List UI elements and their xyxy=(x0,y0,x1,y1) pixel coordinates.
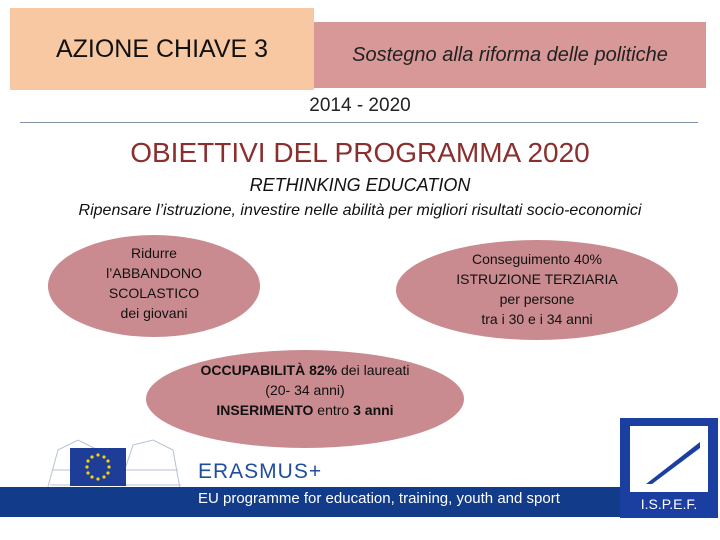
erasmus-logo-text: ERASMUS+ xyxy=(198,460,323,483)
oval-line: ISTRUZIONE TERZIARIA xyxy=(456,271,618,287)
program-title: OBIETTIVI DEL PROGRAMMA 2020 xyxy=(130,137,590,168)
oval-text: entro xyxy=(313,402,354,418)
oval-line: per persone xyxy=(499,291,575,307)
divider xyxy=(20,122,698,123)
oval-line: SCOLASTICO xyxy=(108,285,200,301)
oval-bold: INSERIMENTO xyxy=(216,402,314,418)
oval-line: tra i 30 e i 34 anni xyxy=(481,311,593,327)
oval-line: Conseguimento 40% xyxy=(472,251,602,267)
oval-line: (20- 34 anni) xyxy=(265,382,345,398)
oval-line: dei giovani xyxy=(120,305,188,321)
ispef-label: I.S.P.E.F. xyxy=(640,496,698,512)
oval-abbandono-text xyxy=(48,243,260,323)
oval-bold: OCCUPABILITÀ 82% xyxy=(200,362,338,378)
key-action-title: AZIONE CHIAVE 3 xyxy=(55,34,269,63)
oval-line: l’ABBANDONO xyxy=(106,265,202,281)
oval-bold: 3 anni xyxy=(353,402,394,418)
oval-text: dei laureati xyxy=(337,362,410,378)
years-label: 2014 - 2020 xyxy=(309,95,411,116)
subtitle-text: Sostegno alla riforma delle politiche xyxy=(352,43,668,66)
eu-flag-icon xyxy=(70,448,126,486)
oval-terziaria-text xyxy=(396,249,678,329)
oval-line: Ridurre xyxy=(131,245,177,261)
programme-text: EU programme for education, training, youth and sport xyxy=(198,490,560,507)
rethinking-heading: RETHINKING EDUCATION xyxy=(249,175,471,195)
ripensare-subheading: Ripensare l’istruzione, investire nelle abilità per migliori risultati socio-economici xyxy=(78,202,642,219)
ispef-mark-icon xyxy=(620,418,718,496)
oval-occupabilita-text xyxy=(146,360,464,420)
